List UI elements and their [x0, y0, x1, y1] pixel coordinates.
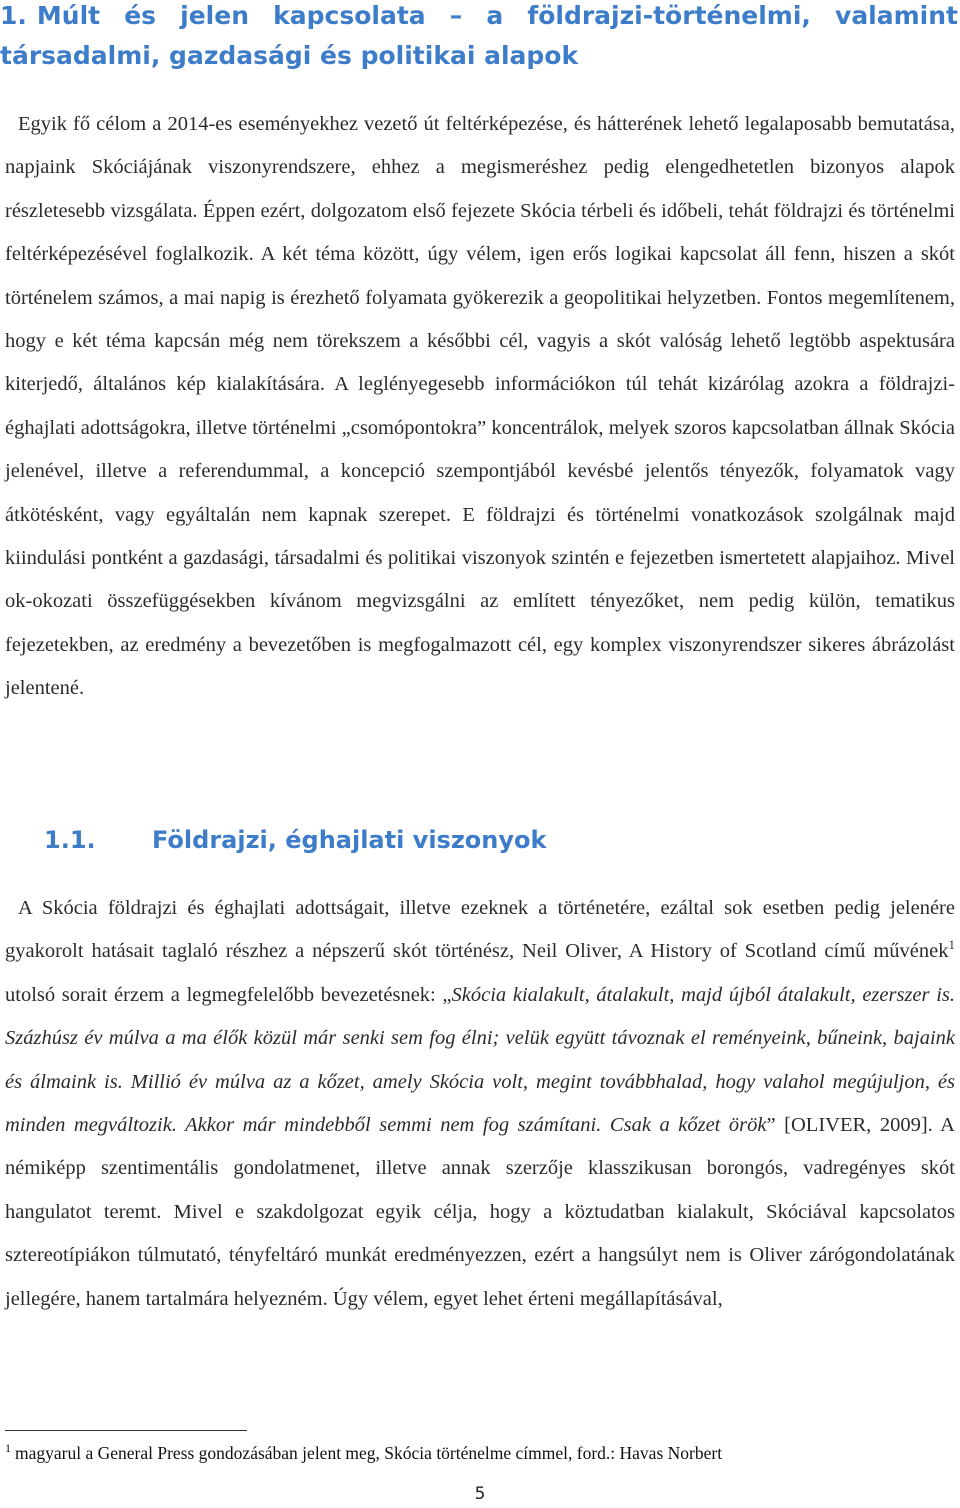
chapter-heading-line1: [0, 0, 958, 36]
section-paragraph: [5, 887, 955, 1321]
page-number: 5: [474, 1484, 486, 1504]
section-paragraph-text-1: A Skócia földrajzi és éghajlati adottságait, illetve ezeknek a történetére, ezáltal sok esetben pedig jelenére gyakorolt hatásait taglaló részhez a népszerű skót történész, Neil Oliver, A History of Scotland című művének: [5, 897, 955, 963]
intro-paragraph: [5, 103, 955, 711]
section-title: Földrajzi, éghajlati viszonyok: [152, 826, 547, 854]
chapter-title-line2: társadalmi, gazdasági és politikai alapok: [0, 41, 579, 70]
footnote-reference[interactable]: 1: [948, 937, 955, 953]
chapter-title-line1: Múlt és jelen kapcsolata – a földrajzi-történelmi, valamint: [36, 1, 958, 30]
section-heading: [44, 820, 546, 860]
footnote-divider: [5, 1430, 247, 1431]
section-number: 1.1.: [44, 826, 96, 854]
chapter-number: 1.: [0, 1, 27, 30]
footnote: [5, 1440, 722, 1466]
section-paragraph-text-3: ” [OLIVER, 2009]. A némiképp szentimentális gondolatmenet, illetve annak szerzője klasszikusan borongós, vadregényes skót hangulatot teremt. Mivel e szakdolgozat egyik célja, hogy a köztudatban kialakult, Skóciával kapcsolatos sztereotípiákon túlmutató, tényfeltáró munkát eredményezzen, ezért a hangsúlyt nem is Oliver zárógondolatának jellegére, hanem tartalmára helyezném. Úgy vélem, egyet lehet érteni megállapításával,: [5, 1114, 955, 1310]
footnote-mark: 1: [5, 1441, 11, 1456]
intro-paragraph-text: Egyik fő célom a 2014-es eseményekhez vezető út feltérképezése, és hátterének lehető legalaposabb bemutatása, napjaink Skóciájának viszonyrendszere, ehhez a megismeréshez pedig elengedhetetlen bizonyos alapok részletesebb vizsgálata. Éppen ezért, dolgozatom első fejezete Skócia térbeli és időbeli, tehát földrajzi és történelmi feltérképezésével foglalkozik. A két téma között, úgy vélem, igen erős logikai kapcsolat áll fenn, hiszen a skót történelem számos, a mai napig is érezhető folyamata gyökerezik a geopolitikai helyzetben. Fontos megemlítenem, hogy e két téma kapcsán még nem törekszem a későbbi cél, vagyis a skót valóság lehető legtöbb aspektusára kiterjedő, általános kép kialakítására. A leglényegesebb információkon túl tehát kizárólag azokra a földrajzi-éghajlati adottságokra, illetve történelmi „csomópontokra” koncentrálok, melyek szoros kapcsolatban állnak Skócia jelenével, illetve a referendummal, a koncepció szempontjából kevésbé jelentős tényezők, folyamatok vagy átkötésként, vagy egyáltalán nem kapnak szerepet. E földrajzi és történelmi vonatkozások szolgálnak majd kiindulási pontként a gazdasági, társadalmi és politikai viszonyok szintén e fejezetben ismertetett alapjaihoz. Mivel ok-okozati összefüggésekben kívánom megvizsgálni az említett tényezőket, nem pedig külön, tematikus fejezetekben, az eredmény a bevezetőben is megfogalmazott cél, egy komplex viszonyrendszer sikeres ábrázolást jelentené.: [5, 113, 955, 700]
section-paragraph-text-2: utolsó sorait érzem a legmegfelelőbb bevezetésnek: „: [5, 983, 452, 1006]
oliver-quote: Skócia kialakult, átalakult, majd újból átalakult, ezerszer is. Százhúsz év múlva a ma élők közül már senki sem fog élni; velük együtt távoznak el reményeink, bűneink, bajaink és álmaink is. Millió év múlva az a kőzet, amely Skócia volt, megint továbbhalad, hogy valahol megújuljon, és minden megváltozik. Akkor már mindebből semmi nem fog számítani. Csak a kőzet örök: [5, 983, 955, 1137]
footnote-text: magyarul a General Press gondozásában jelent meg, Skócia történelme címmel, ford.: Havas Norbert: [15, 1443, 723, 1463]
chapter-heading: [0, 0, 958, 76]
